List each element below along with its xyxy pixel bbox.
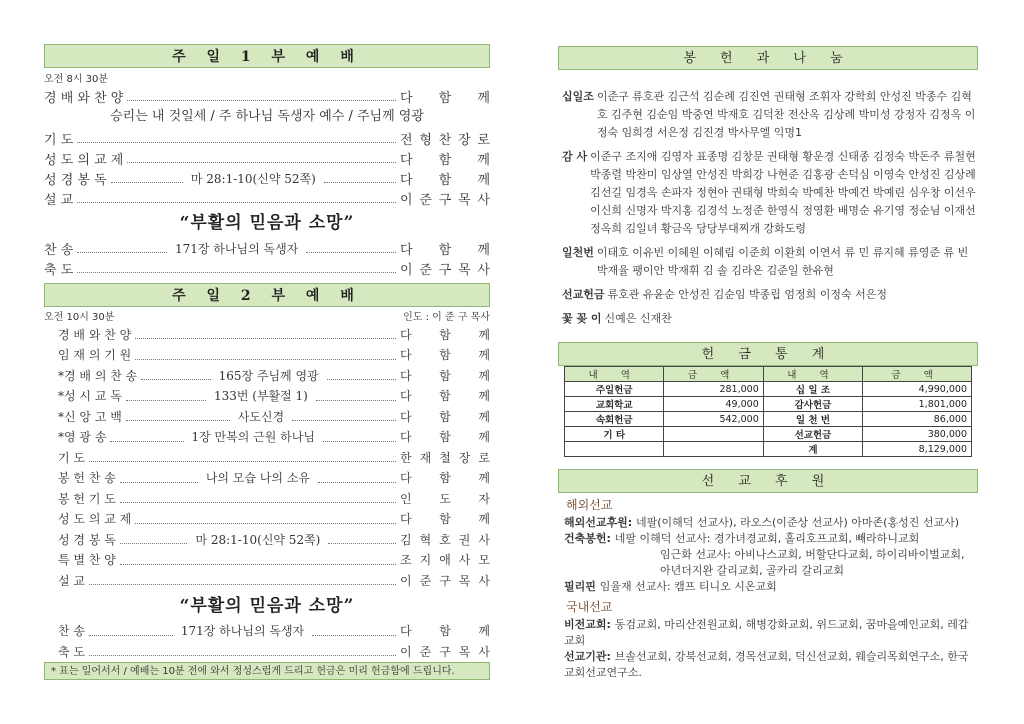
leader-dots [89,626,173,636]
offering-group-names: 이준구 조지애 김영자 표종명 김창문 권태형 황운경 신태종 김정숙 박돈주 류철현 박종렬 박찬미 임상열 안성진 박희강 나현준 김홍광 손덕심 이영숙 안성진 김상례 김선길 임경옥 손파자 정현아 권태형 박희숙 박예찬 박예건 박예린 심우창 이선우 이신희 신명자 박지홍 김경석 노정준 한영식 정영환 배명순 유기영 정순님 이재선 정옥희 김일녀 황금옥 당당부대찌개 강화도령 [590,150,976,235]
leader-dots [89,646,396,656]
offering-group-names: 이태호 이유빈 이혜원 이혜림 이준희 이환희 이연서 류 민 류지혜 류영준 류 빈 박재율 팽이안 박재휘 김 솔 김라온 김준일 한유현 [596,246,969,277]
mission-entry-text: 동검교회, 마리산전원교회, 해병강화교회, 위드교회, 꿈마을예인교회, 레갑교회 [564,618,969,647]
order-item-person: 다 함 께 [400,242,490,258]
mission-entry-label: 비전교회: [564,618,615,631]
mission-entry [564,649,978,681]
order-row [44,468,490,489]
offering-row [565,442,972,457]
order-row [44,128,490,148]
offering-group-names: 이준구 류호관 김근석 김순례 김진연 권태형 조휘자 강학희 안성진 박종수 김혁호 김주현 김순임 박중연 박재호 김덕찬 전산옥 김상례 박미성 강정자 김정옥 이정숙 임희경 서은정 김진경 박사무엘 익명1 [596,90,976,139]
order-item-detail: 165장 주님께 영광 [218,368,319,383]
order-item-detail: 171장 하나님의 독생자 [180,624,305,639]
offering-col-header: 금 액 [863,367,972,382]
missions-section [558,497,978,681]
order-item-detail: 마 28:1-10(신약 52쪽) [190,171,316,186]
order-item-label: 성 경 봉 독 [58,532,116,547]
offering-amount: 542,000 [664,412,763,427]
offering-group [562,310,978,328]
offering-sharing-header: 봉 헌 과 나 눔 [558,46,978,70]
mission-entry-text: 네팔(이해덕 선교사), 라오스(이준상 선교사) 아마존(홍성진 선교사) [635,516,959,529]
offering-amount: 4,990,000 [863,382,972,397]
service1-header: 주 일 1 부 예 배 [44,44,490,68]
leader-dots [135,329,396,339]
leader-dots [110,432,183,442]
offering-group [562,88,978,142]
service1-sermon-title: “부활의 믿음과 소망” [179,213,355,233]
order-item-label: 찬 송 [44,242,74,258]
order-item-detail: 171장 하나님의 독생자 [174,241,299,256]
offering-item: 십 일 조 [763,382,862,397]
leader-dots [141,370,210,380]
mission-entry-label: 선교기관: [564,650,615,663]
leader-dots [318,473,396,483]
service1-rows-2 [44,128,490,208]
leader-dots [312,626,396,636]
order-row [44,86,490,106]
offering-group-label: 선교헌금 [562,288,605,301]
offering-group [562,286,978,304]
leader-dots [77,243,167,253]
offering-group-label: 감 사 [562,150,588,163]
offering-stats-head [565,367,972,382]
offering-item: 계 [763,442,862,457]
domestic-missions-list [564,617,978,681]
offering-col-header: 내 역 [763,367,862,382]
service1-praise-songs: 승리는 내 것일세 / 주 하나님 독생자 예수 / 주님께 영광 [110,109,424,124]
leader-dots [126,411,230,421]
order-row [44,529,490,550]
order-item-label: 설 교 [58,573,85,588]
offering-group-label: 일천번 [562,246,594,259]
order-item-label: 축 도 [44,262,74,278]
mission-entry-text: 네팔 이해덕 선교사: 경가녀경교회, 홀리호프교회, 빼라하니교회 [614,532,920,545]
leader-dots [77,193,396,203]
order-item-person: 다 함 께 [400,172,491,188]
offering-amount: 380,000 [863,427,972,442]
leader-dots [77,263,396,273]
order-item-person: 다 함 께 [400,348,490,363]
order-item-person: 김 혁 호 권 사 [400,532,490,547]
offering-amount: 1,801,000 [863,397,972,412]
order-item-label: *신 앙 고 백 [58,409,122,424]
order-row [44,168,490,188]
mission-entry-label: 해외선교후원: [564,516,636,529]
mission-entry-label: 건축봉헌: [564,532,615,545]
order-row [44,488,490,509]
leader-dots [111,173,183,183]
offering-col-header: 금 액 [664,367,763,382]
order-item-label: *성 시 교 독 [58,389,122,404]
leader-dots [127,91,396,101]
offering-item: 교회학교 [565,397,664,412]
offering-amount [664,427,763,442]
offering-item [565,442,664,457]
order-item-label: *영 광 송 [58,430,107,445]
order-item-person: 인 도 자 [400,491,490,506]
order-item-detail: 1장 만복의 근원 하나님 [191,430,315,445]
leader-dots [77,133,396,143]
worship-order-column [44,0,490,680]
order-row [44,365,490,386]
order-row [44,570,490,591]
mission-entry [564,579,978,595]
offering-item: 감사헌금 [763,397,862,412]
overseas-missions-title: 해외선교 [566,498,613,512]
offering-sharing-list [558,88,978,328]
order-item-label: *경 배 의 찬 송 [58,368,138,383]
order-item-label: 경 배 와 찬 양 [58,327,132,342]
leader-dots [292,411,396,421]
leader-dots [324,173,396,183]
order-item-person: 이 준 구 목 사 [400,192,490,208]
leader-dots [120,555,396,565]
offering-stats-header: 헌 금 통 계 [558,342,978,366]
leader-dots [323,432,396,442]
order-item-detail: 나의 모습 나의 소유 [205,471,310,486]
service2-sermon-title: “부활의 믿음과 소망” [179,595,355,616]
service1-rows-3 [44,238,490,278]
order-item-label: 성 도 의 교 제 [44,152,124,168]
order-row [44,550,490,571]
order-item-label: 봉 헌 기 도 [58,491,116,506]
offering-group-names: 신예은 신재찬 [604,312,672,325]
order-row [44,406,490,427]
leader-dots [316,391,396,401]
missions-header: 선 교 후 원 [558,469,978,493]
order-row [44,148,490,168]
order-item-label: 임 재 의 기 원 [58,348,132,363]
order-item-person: 다 함 께 [400,152,490,168]
offering-row [565,397,972,412]
order-item-label: 성 경 봉 독 [44,172,107,188]
service1-rows-1 [44,86,490,106]
leader-dots [89,452,396,462]
offering-item: 일 천 번 [763,412,862,427]
order-item-label: 찬 송 [58,624,85,639]
service2-header: 주 일 2 부 예 배 [44,283,490,307]
offering-row [565,382,972,397]
offering-row [565,412,972,427]
order-item-person: 다 함 께 [400,409,490,424]
order-item-person: 이 준 구 목 사 [400,644,490,659]
order-item-label: 봉 헌 찬 송 [58,471,116,486]
offering-row [565,427,972,442]
offering-item: 주일헌금 [565,382,664,397]
offering-item: 기 타 [565,427,664,442]
order-item-person: 다 함 께 [400,368,490,383]
overseas-missions-list [564,515,978,595]
offering-group [562,148,978,238]
order-row [44,621,490,642]
order-item-person: 다 함 께 [400,430,491,445]
leader-dots [120,473,198,483]
order-row [44,345,490,366]
order-row [44,258,490,278]
service2-time-row [44,311,490,324]
order-item-person: 다 함 께 [400,389,490,404]
domestic-missions-title: 국내선교 [566,600,613,614]
order-item-person: 다 함 께 [400,90,490,106]
order-item-person: 전 형 찬 장 로 [400,132,490,148]
offering-col-header: 내 역 [565,367,664,382]
mission-entry [564,617,978,649]
announcements-column [558,0,978,681]
order-item-label: 기 도 [58,450,85,465]
order-item-detail: 마 28:1-10(신약 52쪽) [195,532,321,547]
mission-entry-label: 필리핀 [564,580,600,593]
offering-amount: 281,000 [664,382,763,397]
service2-time: 오전 10시 30분 [44,312,115,323]
mission-entry [564,547,978,579]
order-item-person: 다 함 께 [400,624,490,639]
offering-item: 선교헌금 [763,427,862,442]
order-item-label: 경 배 와 찬 양 [44,90,124,106]
mission-entry-text: 임율재 선교사: 캠프 티니오 시온교회 [599,580,777,593]
leader-dots [126,391,206,401]
mission-entry [564,515,978,531]
leader-dots [127,153,396,163]
offering-stats-body [565,382,972,457]
order-item-person: 이 준 구 목 사 [400,262,490,278]
offering-amount: 86,000 [863,412,972,427]
order-item-detail: 사도신경 [237,409,285,424]
order-item-label: 축 도 [58,644,85,659]
order-row [44,238,490,258]
mission-entry [564,531,978,547]
service2-rows-end [44,621,490,662]
leader-dots [89,575,396,585]
leader-dots [135,514,396,524]
order-item-person: 다 함 께 [400,471,490,486]
order-item-person: 다 함 께 [400,327,490,342]
leader-dots [306,243,396,253]
leader-dots [120,493,396,503]
order-row [44,509,490,530]
offering-group-names: 류호관 유윤순 안성진 김순임 박종립 엄정희 이정숙 서은정 [607,288,888,301]
offering-amount [664,442,763,457]
service-notice: * 표는 일어서서 / 예배는 10분 전에 와서 정성스럽게 드리고 헌금은 미리 헌금함에 드립니다. [44,662,490,680]
order-item-person: 조 지 애 사 모 [400,553,490,568]
order-row [44,641,490,662]
order-item-label: 성 도 의 교 제 [58,512,132,527]
mission-entry-text: 브솔선교회, 강북선교회, 경목선교회, 덕신선교회, 웨슬리목회연구소, 한국교회선교연구소. [564,650,969,679]
offering-group-label: 꽃 꽂 이 [562,312,602,325]
offering-group [562,244,978,280]
offering-item: 속회헌금 [565,412,664,427]
order-row [44,386,490,407]
order-item-label: 설 교 [44,192,74,208]
order-item-detail: 133번 (부활절 1) [213,389,308,404]
order-row [44,324,490,345]
order-row [44,188,490,208]
leader-dots [135,350,396,360]
service2-rows [44,324,490,591]
leader-dots [120,534,188,544]
order-item-label: 특 별 찬 양 [58,553,116,568]
offering-group-label: 십일조 [562,90,594,103]
offering-amount: 49,000 [664,397,763,412]
service1-time: 오전 8시 30분 [44,74,109,85]
order-item-person: 다 함 께 [400,512,490,527]
order-row [44,447,490,468]
leader-dots [327,370,396,380]
order-item-person: 한 재 철 장 로 [400,450,490,465]
offering-amount: 8,129,000 [863,442,972,457]
mission-entry-text: 임근화 선교사: 아비나스교회, 버할단다교회, 하이리바이벌교회, 아년더지완 갈리교회, 골카리 갈리교회 [660,548,965,577]
order-item-person: 이 준 구 목 사 [400,573,490,588]
offering-stats-table [564,366,972,457]
service2-leader: 인도 : 이 준 구 목사 [403,312,490,323]
order-row [44,427,490,448]
leader-dots [328,534,396,544]
order-item-label: 기 도 [44,132,74,148]
